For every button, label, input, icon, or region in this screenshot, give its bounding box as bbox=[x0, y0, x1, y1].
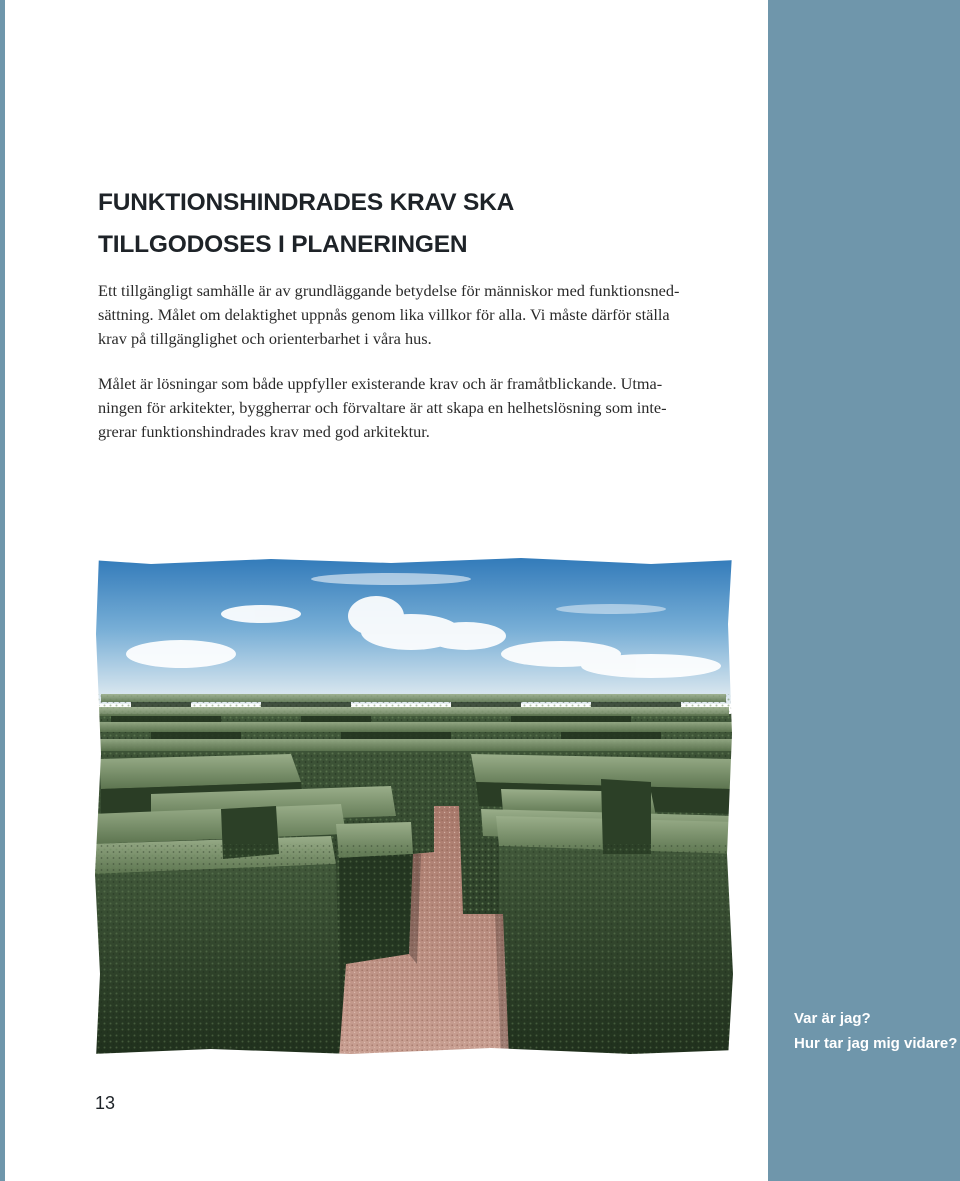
paragraph-1-line: krav på tillgänglighet och orienterbarhet i våra hus. bbox=[98, 328, 432, 348]
paragraph-2-line: grerar funktionshindrades krav med god arkitektur. bbox=[98, 421, 430, 441]
paragraph-2 bbox=[98, 372, 718, 443]
paragraph-1 bbox=[98, 279, 718, 350]
side-caption-line-1: Var är jag? bbox=[794, 1010, 871, 1027]
paragraph-2-line: ningen för arkitekter, byggherrar och förvaltare är att skapa en helhetslösning som inte- bbox=[98, 397, 667, 417]
left-edge-stripe bbox=[0, 0, 5, 1181]
heading-line-2: TILLGODOSES I PLANERINGEN bbox=[98, 231, 468, 258]
page-heading bbox=[98, 182, 514, 266]
paragraph-1-line: sättning. Målet om delaktighet uppnås genom lika villkor för alla. Vi måste därför ställa bbox=[98, 304, 670, 324]
maze-illustration bbox=[91, 554, 736, 1058]
heading-line-1: FUNKTIONSHINDRADES KRAV SKA bbox=[98, 189, 515, 216]
paragraph-1-line: Ett tillgängligt samhälle är av grundläggande betydelse för människor med funktionsned- bbox=[98, 281, 680, 300]
side-caption bbox=[794, 1006, 957, 1056]
paragraph-2-line: Målet är lösningar som både uppfyller existerande krav och är framåtblickande. Utma- bbox=[98, 374, 663, 393]
side-caption-line-2: Hur tar jag mig vidare? bbox=[794, 1035, 958, 1052]
page-number: 13 bbox=[95, 1093, 116, 1113]
side-panel bbox=[768, 0, 960, 1181]
